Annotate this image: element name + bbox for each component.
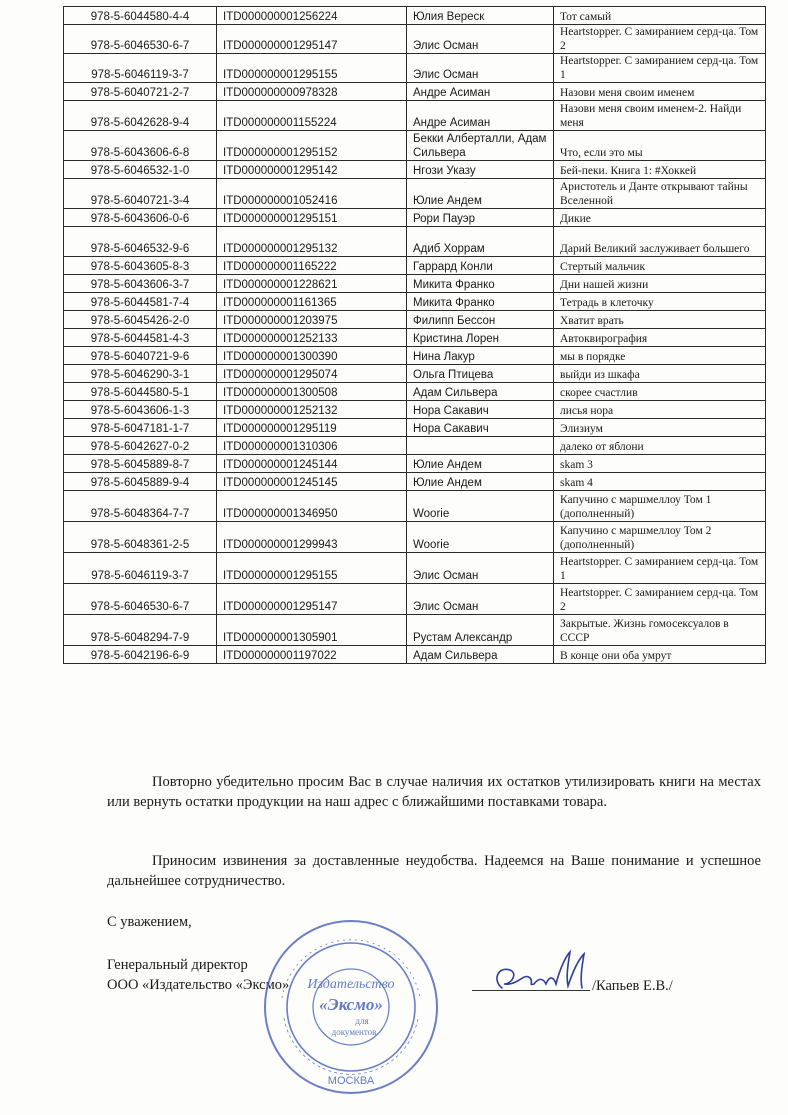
- code-cell: ITD000000001295142: [217, 161, 407, 179]
- author-cell: Андре Асиман: [407, 101, 554, 131]
- table-row: [64, 83, 766, 101]
- isbn-cell: 978-5-6043606-6-8: [64, 131, 217, 161]
- title-cell: скорее счастлив: [554, 383, 766, 401]
- director-signature: [488, 948, 598, 998]
- table-row: [64, 329, 766, 347]
- isbn-cell: 978-5-6043606-0-6: [64, 209, 217, 227]
- table-row: [64, 646, 766, 664]
- code-cell: ITD000000001245145: [217, 473, 407, 491]
- code-cell: ITD000000001295074: [217, 365, 407, 383]
- table-row: [64, 419, 766, 437]
- author-cell: Адам Сильвера: [407, 646, 554, 664]
- title-cell: Heartstopper. С замиранием серд-ца. Том 2: [554, 25, 766, 54]
- table-row: [64, 347, 766, 365]
- table-row: [64, 553, 766, 584]
- isbn-cell: 978-5-6046119-3-7: [64, 553, 217, 584]
- paragraph-apology-text: Приносим извинения за доставленные неудобства. Надеемся на Ваше понимание и успешное дальнейшее сотрудничество.: [107, 853, 761, 889]
- code-cell: ITD000000001052416: [217, 179, 407, 209]
- author-cell: Рори Пауэр: [407, 209, 554, 227]
- isbn-cell: 978-5-6045426-2-0: [64, 311, 217, 329]
- author-cell: Нора Сакавич: [407, 419, 554, 437]
- code-cell: ITD000000001252133: [217, 329, 407, 347]
- company-seal: [262, 918, 440, 1096]
- seal-text-note1: для: [355, 1016, 369, 1026]
- isbn-cell: 978-5-6046530-6-7: [64, 584, 217, 615]
- author-cell: Элис Осман: [407, 54, 554, 83]
- code-cell: ITD000000001300390: [217, 347, 407, 365]
- code-cell: ITD000000001295119: [217, 419, 407, 437]
- table-row: [64, 455, 766, 473]
- title-cell: skam 4: [554, 473, 766, 491]
- table-row: [64, 131, 766, 161]
- table-row: [64, 179, 766, 209]
- isbn-cell: 978-5-6043606-3-7: [64, 275, 217, 293]
- code-cell: ITD000000001155224: [217, 101, 407, 131]
- seal-text-main: «Эксмо»: [319, 995, 383, 1014]
- title-cell: Назови меня своим именем-2. Найди меня: [554, 101, 766, 131]
- author-cell: Элис Осман: [407, 553, 554, 584]
- author-cell: Юлие Андем: [407, 179, 554, 209]
- author-cell: Нгози Указу: [407, 161, 554, 179]
- title-cell: Хватит врать: [554, 311, 766, 329]
- closing-line: С уважением,: [107, 914, 192, 930]
- author-cell: Микита Франко: [407, 275, 554, 293]
- isbn-cell: 978-5-6040721-3-4: [64, 179, 217, 209]
- title-cell: лисья нора: [554, 401, 766, 419]
- title-cell: Дикие: [554, 209, 766, 227]
- code-cell: ITD000000001295155: [217, 54, 407, 83]
- isbn-cell: 978-5-6046532-1-0: [64, 161, 217, 179]
- code-cell: ITD000000001295155: [217, 553, 407, 584]
- code-cell: ITD000000001295132: [217, 227, 407, 257]
- author-cell: [407, 437, 554, 455]
- title-cell: далеко от яблони: [554, 437, 766, 455]
- table-row: [64, 293, 766, 311]
- author-cell: Кристина Лорен: [407, 329, 554, 347]
- author-cell: Нора Сакавич: [407, 401, 554, 419]
- table-row: [64, 311, 766, 329]
- author-cell: Рустам Александр: [407, 615, 554, 646]
- title-cell: Капучино с маршмеллоу Том 1 (дополненный): [554, 491, 766, 522]
- title-cell: Стертый мальчик: [554, 257, 766, 275]
- books-table: [63, 6, 766, 664]
- books-table-body: [64, 7, 766, 664]
- title-cell: выйди из шкафа: [554, 365, 766, 383]
- isbn-cell: 978-5-6044580-5-1: [64, 383, 217, 401]
- paragraph-request: [107, 772, 761, 812]
- code-cell: ITD000000001203975: [217, 311, 407, 329]
- code-cell: ITD000000001256224: [217, 7, 407, 25]
- table-row: [64, 209, 766, 227]
- title-cell: Дни нашей жизни: [554, 275, 766, 293]
- isbn-cell: 978-5-6048361-2-5: [64, 522, 217, 553]
- isbn-cell: 978-5-6046530-6-7: [64, 25, 217, 54]
- table-row: [64, 491, 766, 522]
- author-cell: Элис Осман: [407, 25, 554, 54]
- author-cell: Гаррард Конли: [407, 257, 554, 275]
- title-cell: Закрытые. Жизнь гомосексуалов в СССР: [554, 615, 766, 646]
- isbn-cell: 978-5-6042628-9-4: [64, 101, 217, 131]
- isbn-cell: 978-5-6047181-1-7: [64, 419, 217, 437]
- signer-company: ООО «Издательство «Эксмо»: [107, 977, 290, 993]
- paragraph-apology: [107, 851, 761, 891]
- author-cell: Филипп Бессон: [407, 311, 554, 329]
- paragraph-request-text: Повторно убедительно просим Вас в случае наличия их остатков утилизировать книги на местах или вернуть остатки продукции на наш адрес с ближайшими поставками товара.: [107, 774, 761, 810]
- code-cell: ITD000000001300508: [217, 383, 407, 401]
- table-row: [64, 437, 766, 455]
- table-row: [64, 522, 766, 553]
- code-cell: ITD000000001228621: [217, 275, 407, 293]
- director-name: /Капьев Е.В./: [592, 978, 673, 994]
- author-cell: Андре Асиман: [407, 83, 554, 101]
- code-cell: ITD000000001161365: [217, 293, 407, 311]
- isbn-cell: 978-5-6042627-0-2: [64, 437, 217, 455]
- title-cell: Бей-пеки. Книга 1: #Хоккей: [554, 161, 766, 179]
- table-row: [64, 227, 766, 257]
- author-cell: Woorie: [407, 522, 554, 553]
- table-row: [64, 25, 766, 54]
- title-cell: Капучино с маршмеллоу Том 2 (дополненный): [554, 522, 766, 553]
- code-cell: ITD000000001295147: [217, 25, 407, 54]
- code-cell: ITD000000001245144: [217, 455, 407, 473]
- author-cell: Бекки Алберталли, Адам Сильвера: [407, 131, 554, 161]
- author-cell: Элис Осман: [407, 584, 554, 615]
- isbn-cell: 978-5-6040721-9-6: [64, 347, 217, 365]
- author-cell: Ольга Птицева: [407, 365, 554, 383]
- isbn-cell: 978-5-6043605-8-3: [64, 257, 217, 275]
- isbn-cell: 978-5-6044580-4-4: [64, 7, 217, 25]
- author-cell: Woorie: [407, 491, 554, 522]
- isbn-cell: 978-5-6044581-7-4: [64, 293, 217, 311]
- isbn-cell: 978-5-6048294-7-9: [64, 615, 217, 646]
- table-row: [64, 257, 766, 275]
- table-row: [64, 365, 766, 383]
- author-cell: Микита Франко: [407, 293, 554, 311]
- isbn-cell: 978-5-6045889-9-4: [64, 473, 217, 491]
- table-row: [64, 161, 766, 179]
- table-row: [64, 615, 766, 646]
- code-cell: ITD000000001252132: [217, 401, 407, 419]
- seal-text-top: Издательство: [307, 977, 395, 992]
- isbn-cell: 978-5-6048364-7-7: [64, 491, 217, 522]
- title-cell: Heartstopper. С замиранием серд-ца. Том 2: [554, 584, 766, 615]
- title-cell: Тетрадь в клеточку: [554, 293, 766, 311]
- title-cell: Heartstopper. С замиранием серд-ца. Том 1: [554, 54, 766, 83]
- title-cell: Что, если это мы: [554, 131, 766, 161]
- title-cell: мы в порядке: [554, 347, 766, 365]
- code-cell: ITD000000000978328: [217, 83, 407, 101]
- author-cell: Юлие Андем: [407, 455, 554, 473]
- author-cell: Адам Сильвера: [407, 383, 554, 401]
- title-cell: Автоквирография: [554, 329, 766, 347]
- code-cell: ITD000000001346950: [217, 491, 407, 522]
- seal-text-note2: документов: [331, 1027, 377, 1037]
- title-cell: Назови меня своим именем: [554, 83, 766, 101]
- table-row: [64, 383, 766, 401]
- title-cell: skam 3: [554, 455, 766, 473]
- author-cell: Юлие Андем: [407, 473, 554, 491]
- isbn-cell: 978-5-6043606-1-3: [64, 401, 217, 419]
- code-cell: ITD000000001295152: [217, 131, 407, 161]
- code-cell: ITD000000001295151: [217, 209, 407, 227]
- code-cell: ITD000000001197022: [217, 646, 407, 664]
- table-row: [64, 584, 766, 615]
- code-cell: ITD000000001299943: [217, 522, 407, 553]
- isbn-cell: 978-5-6045889-8-7: [64, 455, 217, 473]
- title-cell: Heartstopper. С замиранием серд-ца. Том 1: [554, 553, 766, 584]
- isbn-cell: 978-5-6046119-3-7: [64, 54, 217, 83]
- table-row: [64, 401, 766, 419]
- table-row: [64, 275, 766, 293]
- code-cell: ITD000000001310306: [217, 437, 407, 455]
- title-cell: Элизиум: [554, 419, 766, 437]
- table-row: [64, 101, 766, 131]
- table-row: [64, 54, 766, 83]
- isbn-cell: 978-5-6044581-4-3: [64, 329, 217, 347]
- code-cell: ITD000000001165222: [217, 257, 407, 275]
- author-cell: Юлия Вереск: [407, 7, 554, 25]
- seal-text-city: МОСКВА: [327, 1075, 375, 1087]
- table-row: [64, 473, 766, 491]
- isbn-cell: 978-5-6046532-9-6: [64, 227, 217, 257]
- author-cell: Нина Лакур: [407, 347, 554, 365]
- isbn-cell: 978-5-6046290-3-1: [64, 365, 217, 383]
- author-cell: Адиб Хоррам: [407, 227, 554, 257]
- title-cell: Аристотель и Данте открывают тайны Вселенной: [554, 179, 766, 209]
- isbn-cell: 978-5-6042196-6-9: [64, 646, 217, 664]
- table-row: [64, 7, 766, 25]
- title-cell: Тот самый: [554, 7, 766, 25]
- signer-position: Генеральный директор: [107, 957, 248, 973]
- isbn-cell: 978-5-6040721-2-7: [64, 83, 217, 101]
- code-cell: ITD000000001305901: [217, 615, 407, 646]
- code-cell: ITD000000001295147: [217, 584, 407, 615]
- title-cell: Дарий Великий заслуживает большего: [554, 227, 766, 257]
- title-cell: В конце они оба умрут: [554, 646, 766, 664]
